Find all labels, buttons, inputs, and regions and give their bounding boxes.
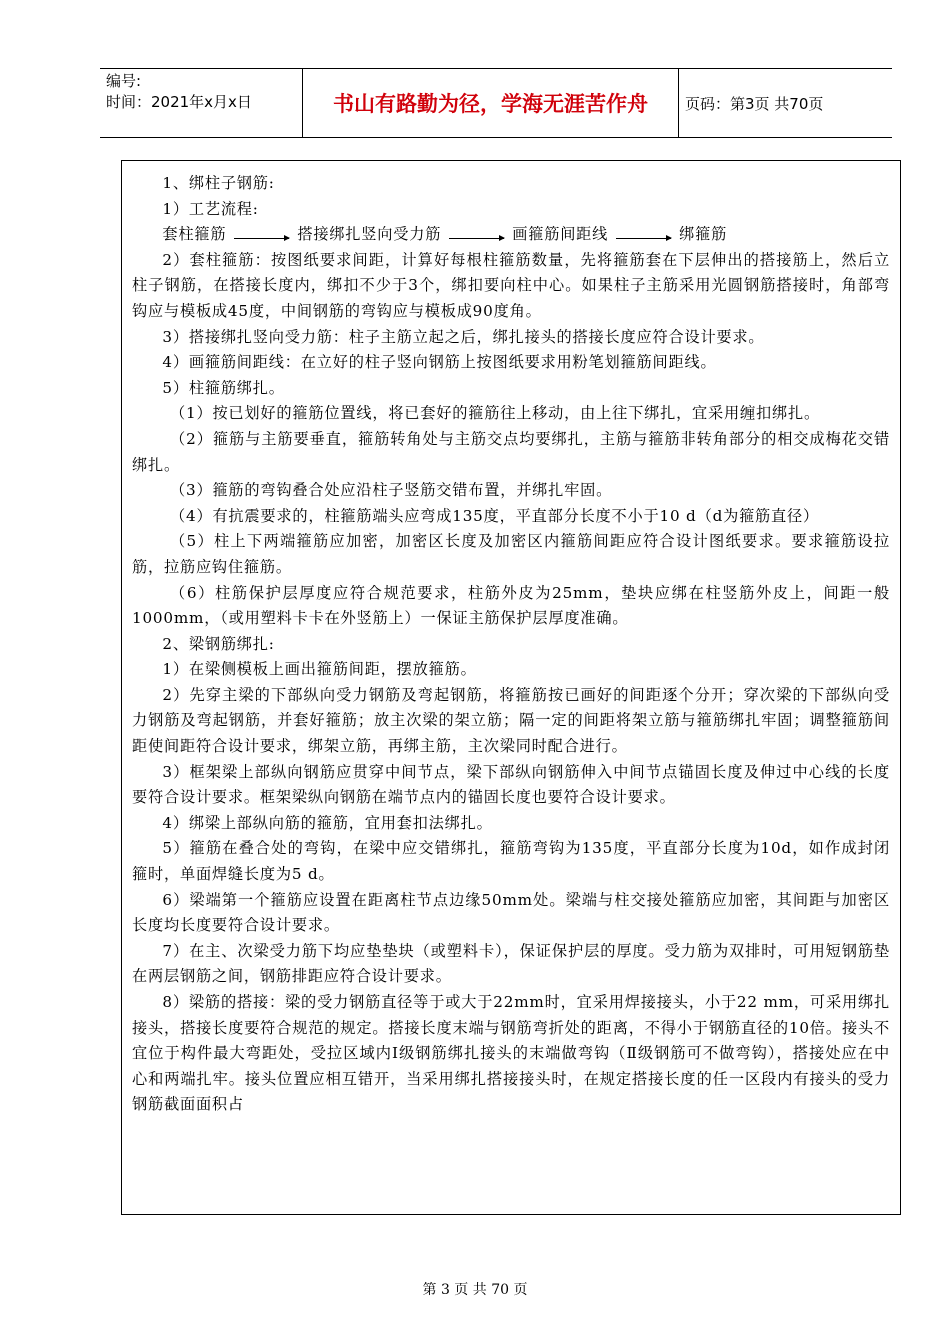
body-paragraph: 1）在梁侧模板上画出箍筋间距，摆放箍筋。 <box>162 660 477 679</box>
header-motto: 书山有路勤为径，学海无涯苦作舟 <box>303 69 679 137</box>
body-paragraph: （4）有抗震要求的，柱箍筋端头应弯成135度，平直部分长度不小于10 d（d为箍筋直径） <box>170 506 820 525</box>
body-paragraph: 2、梁钢筋绑扎: <box>162 634 275 653</box>
flow-arrow-icon <box>234 238 289 239</box>
content-box <box>121 160 901 1215</box>
page-footer: 第 3 页 共 70 页 <box>422 1282 528 1298</box>
body-paragraph: 5）箍筋在叠合处的弯钩，在梁中应交错绑扎，箍筋弯钩为135度，平直部分长度为10d，如作成封闭箍时，单面焊缝长度为5 d。 <box>132 839 890 884</box>
header-meta <box>100 69 303 137</box>
body-paragraph: （5）柱上下两端箍筋应加密，加密区长度及加密区内箍筋间距应符合设计图纸要求。要求箍筋设拉筋，拉筋应钩住箍筋。 <box>132 532 890 576</box>
body-paragraph: 6）梁端第一个箍筋应设置在距离柱节点边缘50mm处。梁端与柱交接处箍筋应加密，其间距与加密区长度均长度要符合设计要求。 <box>132 890 890 935</box>
body-paragraph: 3）框架梁上部纵向钢筋应贯穿中间节点，梁下部纵向钢筋伸入中间节点锚固长度及伸过中心线的长度要符合设计要求。框架梁纵向钢筋在端节点内的锚固长度也要符合设计要求。 <box>132 762 890 807</box>
flow-step: 绑箍筋 <box>679 225 728 244</box>
flow-step: 画箍筋间距线 <box>512 225 609 244</box>
body-paragraph: 7）在主、次梁受力筋下均应垫垫块（或塑料卡），保证保护层的厚度。受力筋为双排时，可用短钢筋垫在两层钢筋之间，钢筋排距应符合设计要求。 <box>132 941 890 986</box>
flow-arrow-icon <box>616 238 671 239</box>
header-page-number: 页码：第3页 共70页 <box>685 94 824 113</box>
body-paragraph: 8）梁筋的搭接：梁的受力钢筋直径等于或大于22mm时，宜采用焊接接头，小于22 mm，可采用绑扎接头，搭接长度要符合规范的规定。搭接长度末端与钢筋弯折处的距离，不得小于钢筋直径的10倍。接头不宜位于构件最大弯距处，受拉区域内Ⅰ级钢筋绑扎接头的末端做弯钩（Ⅱ级钢筋可不做弯钩），搭接处应在中心和两端扎牢。接头位置应相互错开，当采用绑扎搭接接头时，在规定搭接长度的任一区段内有接头的受力钢筋截面面积占 <box>132 993 890 1114</box>
flow-step: 搭接绑扎竖向受力筋 <box>297 225 442 244</box>
body-paragraph: 2）套柱箍筋：按图纸要求间距，计算好每根柱箍筋数量，先将箍筋套在下层伸出的搭接筋上，然后立柱子钢筋，在搭接长度内，绑扣不少于3个，绑扣要向柱中心。如果柱子主筋采用光圆钢筋搭接时，角部弯钩应与模板成45度，中间钢筋的弯钩应与模板成90度角。 <box>132 250 890 320</box>
body-paragraph: （3）箍筋的弯钩叠合处应沿柱子竖筋交错布置，并绑扎牢固。 <box>170 481 613 500</box>
body-paragraph: 2）先穿主梁的下部纵向受力钢筋及弯起钢筋，将箍筋按已画好的间距逐个分开；穿次梁的下部纵向受力钢筋及弯起钢筋，并套好箍筋；放主次梁的架立筋；隔一定的间距将架立筋与箍筋绑扎牢固；调整箍筋间距使间距符合设计要求，绑架立筋，再绑主筋，主次梁同时配合进行。 <box>132 685 890 756</box>
body-paragraph: 1、绑柱子钢筋: <box>162 174 275 192</box>
process-flow <box>132 222 890 248</box>
document-date: 时间：2021年x月x日 <box>106 93 252 111</box>
body-paragraph: 4）绑梁上部纵向筋的箍筋，宜用套扣法绑扎。 <box>162 813 493 832</box>
flow-step: 套柱箍筋 <box>162 225 227 244</box>
flow-arrow-icon <box>449 238 504 239</box>
body-paragraph: 1）工艺流程: <box>162 199 259 218</box>
document-header <box>100 68 892 138</box>
body-paragraph: 3）搭接绑扎竖向受力筋：柱子主筋立起之后，绑扎接头的搭接长度应符合设计要求。 <box>162 327 765 346</box>
body-paragraph: 4）画箍筋间距线：在立好的柱子竖向钢筋上按图纸要求用粉笔划箍筋间距线。 <box>162 353 717 372</box>
body-paragraph: 5）柱箍筋绑扎。 <box>162 378 285 397</box>
body-paragraph: （2）箍筋与主筋要垂直，箍筋转角处与主筋交点均要绑扎，主筋与箍筋非转角部分的相交成梅花交错绑扎。 <box>132 429 890 474</box>
document-code-label: 编号: <box>106 72 142 90</box>
body-paragraph: （6）柱筋保护层厚度应符合规范要求，柱筋外皮为25mm，垫块应绑在柱竖筋外皮上，间距一般1000mm，（或用塑料卡卡在外竖筋上）一保证主筋保护层厚度准确。 <box>132 583 890 628</box>
body-paragraph: （1）按已划好的箍筋位置线，将已套好的箍筋往上移动，由上往下绑扎，宜采用缠扣绑扎。 <box>170 404 820 423</box>
